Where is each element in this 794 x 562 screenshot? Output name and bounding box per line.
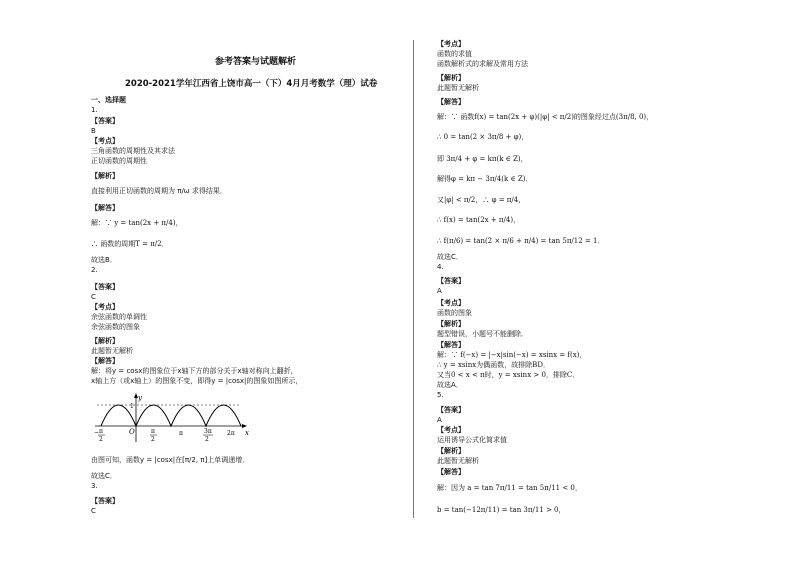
q3-answer-label: 【答案】 (91, 497, 119, 505)
q5-solution-label: 【解答】 (437, 468, 465, 476)
x-axis-label: x (245, 429, 249, 437)
q1-solution-label: 【解答】 (91, 204, 119, 212)
q5-analysis: 此题暂无解析 (437, 457, 479, 465)
q4-solution-line3: 又当0 < x < π时，y = xsinx > 0，排除C． (437, 371, 580, 379)
q2-conclusion: 由图可知，函数y = |cosx|在[π/2, π]上单调递增． (91, 456, 250, 464)
abs-cos-curve (101, 405, 241, 426)
q1-solution-line1: 解：∵ y = tan(2x + π/4)， (91, 219, 183, 227)
y-axis-label: y (138, 394, 142, 402)
tick-three-pi-half-bot: 2 (205, 436, 209, 443)
exam-subtitle: 2020-2021学年江西省上饶市高一（下）4月月考数学（理）试卷 (125, 79, 378, 89)
tick-neg-pi-half-bot: 2 (99, 436, 103, 443)
tick-three-pi-half-top: 3π (204, 428, 212, 435)
q3-number: 3. (91, 482, 98, 490)
q5-analysis-label: 【解析】 (437, 447, 465, 455)
origin-label: O (129, 428, 135, 436)
q4-number: 4. (437, 263, 444, 271)
q2-kaodian-2: 余弦函数的图象 (91, 323, 140, 331)
q2-analysis-label: 【解析】 (91, 337, 119, 345)
column-divider (413, 40, 414, 518)
q2-solution-line2: x轴上方（或x轴上）的图象不变，即得y = |cosx|的图象如图所示， (91, 377, 303, 385)
q4-answer: A (437, 287, 442, 295)
q1-analysis: 直接利用正切函数的周期为 π/ω 求得结果． (91, 187, 227, 195)
q5-answer: A (437, 416, 442, 424)
q3-solution-line2: ∴ 0 = tan(2 × 3π/8 + φ)， (437, 133, 529, 141)
tick-pi-half-bot: 2 (151, 436, 155, 443)
q2-solution-label: 【解答】 (91, 357, 119, 365)
q4-analysis-label: 【解析】 (437, 320, 465, 328)
q4-kaodian: 函数的图象 (437, 309, 472, 317)
q3-answer: C (91, 507, 96, 515)
q4-pick: 故选A． (437, 381, 463, 389)
q4-solution-line2: ∴ y = xsinx为偶函数，故排除BD． (437, 361, 550, 369)
q2-kaodian-1: 余弦函数的单调性 (91, 313, 147, 321)
q1-pick: 故选B． (91, 256, 117, 264)
q5-kaodian-label: 【考点】 (437, 426, 465, 434)
q1-answer-label: 【答案】 (91, 117, 119, 125)
q4-solution-line1: 解：∵ f(−x) = |−x|sin(−x) = xsinx = f(x)， (437, 351, 587, 359)
q5-answer-label: 【答案】 (437, 406, 465, 414)
q3-solution-line4: 解得φ = kπ − 3π/4(k ∈ Z)． (437, 175, 533, 183)
q3-kaodian-1: 函数的求值 (437, 50, 472, 58)
q5-kaodian: 运用诱导公式化简求值 (437, 436, 507, 444)
tick-pi-half-top: π (151, 428, 155, 435)
q2-solution-line1: 解：将y = cosx的图象位于x轴下方的部分关于x轴对称向上翻折， (91, 367, 298, 375)
q1-kaodian-label: 【考点】 (91, 137, 119, 145)
q4-analysis: 题型错误，小题号不能删除． (437, 330, 528, 338)
tick-two-pi: 2π (227, 430, 235, 437)
q2-analysis: 此题暂无解析 (91, 347, 133, 355)
q2-pick: 故选C． (91, 472, 117, 480)
q3-pick: 故选C． (437, 253, 463, 261)
q3-solution-label: 【解答】 (437, 98, 465, 106)
q3-solution-line3: 即 3π/4 + φ = kπ(k ∈ Z)， (437, 155, 528, 163)
page-title: 参考答案与试题解析 (215, 57, 297, 67)
q5-solution-line2: b = tan(−12π/11) = tan 3π/11 > 0， (437, 506, 566, 514)
q5-solution-line1: 解：因为 a = tan 7π/11 = tan 5π/11 < 0， (437, 484, 582, 492)
tick-one: 1 (130, 403, 134, 410)
q2-answer: C (91, 293, 96, 301)
q1-kaodian-1: 三角函数的周期性及其求法 (91, 147, 175, 155)
q2-kaodian-label: 【考点】 (91, 303, 119, 311)
section-heading: 一、选择题 (91, 96, 126, 104)
q3-solution-line6: ∴ f(x) = tan(2x + π/4)， (437, 216, 521, 224)
tick-neg-pi-half-top: π (99, 428, 103, 435)
q4-kaodian-label: 【考点】 (437, 299, 465, 307)
q1-kaodian-2: 正切函数的周期性 (91, 157, 147, 165)
x-axis-arrow (242, 424, 247, 428)
q3-analysis: 此题暂无解析 (437, 84, 479, 92)
q3-solution-line5: 又|φ| < π/2，∴ φ = π/4， (437, 196, 526, 204)
q2-number: 2. (91, 266, 98, 274)
q3-analysis-label: 【解析】 (437, 74, 465, 82)
q4-answer-label: 【答案】 (437, 277, 465, 285)
q4-solution-label: 【解答】 (437, 341, 465, 349)
q3-solution-line1: 解：∵ 函数f(x) = tan(2x + φ)(|φ| < π/2)的图象经过点(3π/8, 0)， (437, 113, 654, 121)
q3-kaodian-label: 【考点】 (437, 40, 465, 48)
q1-analysis-label: 【解析】 (91, 172, 119, 180)
q3-kaodian-2: 函数解析式的求解及常用方法 (437, 60, 528, 68)
q2-answer-label: 【答案】 (91, 283, 119, 291)
q5-number: 5. (437, 391, 444, 399)
q1-number: 1. (91, 106, 98, 114)
q1-answer: B (91, 127, 96, 135)
abs-cos-graph (93, 390, 253, 448)
tick-pi: π (179, 430, 183, 437)
q3-solution-line7: ∴ f(π/6) = tan(2 × π/6 + π/4) = tan 5π/12 = 1． (437, 237, 605, 245)
tick-neg-sign: − (94, 429, 100, 436)
q1-solution-line2: ∴ 函数的周期T = π/2． (91, 240, 169, 248)
